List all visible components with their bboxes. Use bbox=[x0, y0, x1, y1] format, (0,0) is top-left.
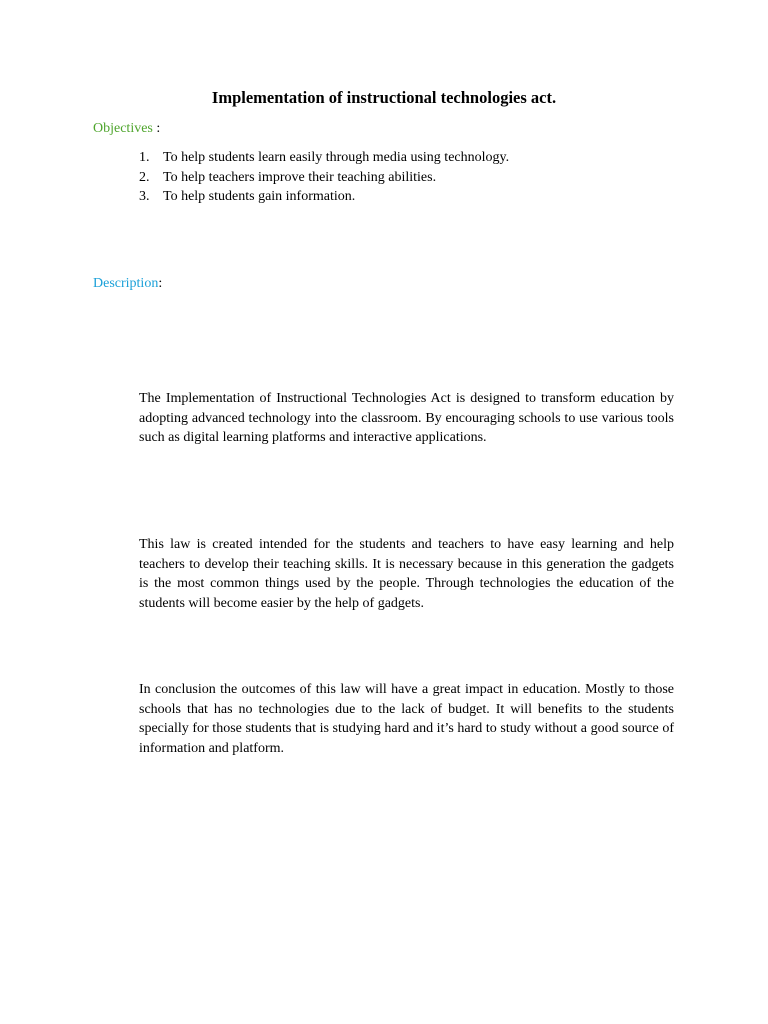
objectives-list bbox=[139, 148, 509, 207]
list-item bbox=[139, 187, 509, 207]
list-item bbox=[139, 168, 509, 188]
description-label: Description bbox=[93, 276, 159, 291]
description-paragraph-1: The Implementation of Instructional Technologies Act is designed to transform education by adopting advanced technology into the classroom. By encouraging schools to use various tools such as digital learning platforms and interactive applications. bbox=[139, 391, 674, 445]
objectives-heading bbox=[93, 120, 160, 138]
objectives-colon: : bbox=[152, 121, 161, 136]
list-item-number: 2. bbox=[139, 169, 150, 185]
description-paragraph-2: This law is created intended for the students and teachers to have easy learning and help teachers to develop their teaching skills. It is necessary because in this generation the gadgets is the most common things used by the people. Through technologies the education of the students will become easier by the help of gadgets. bbox=[139, 537, 674, 611]
list-item-number: 3. bbox=[139, 189, 150, 204]
objectives-label: Objectives bbox=[93, 121, 153, 136]
list-item bbox=[139, 148, 509, 168]
list-item-text: To help students learn easily through media using technology. bbox=[163, 150, 510, 165]
list-item-text: To help teachers improve their teaching abilities. bbox=[163, 169, 437, 185]
description-colon: : bbox=[158, 276, 163, 291]
description-heading bbox=[93, 275, 162, 293]
list-item-text: To help students gain information. bbox=[163, 189, 356, 204]
document-title: Implementation of instructional technologies act. bbox=[211, 88, 557, 107]
description-paragraph-3: In conclusion the outcomes of this law will have a great impact in education. Mostly to those schools that has no technologies due to the lack of budget. It will benefits to the students specially for those students that is studying hard and it’s hard to study without a good source of information and platform. bbox=[139, 682, 674, 756]
list-item-number: 1. bbox=[139, 150, 150, 165]
